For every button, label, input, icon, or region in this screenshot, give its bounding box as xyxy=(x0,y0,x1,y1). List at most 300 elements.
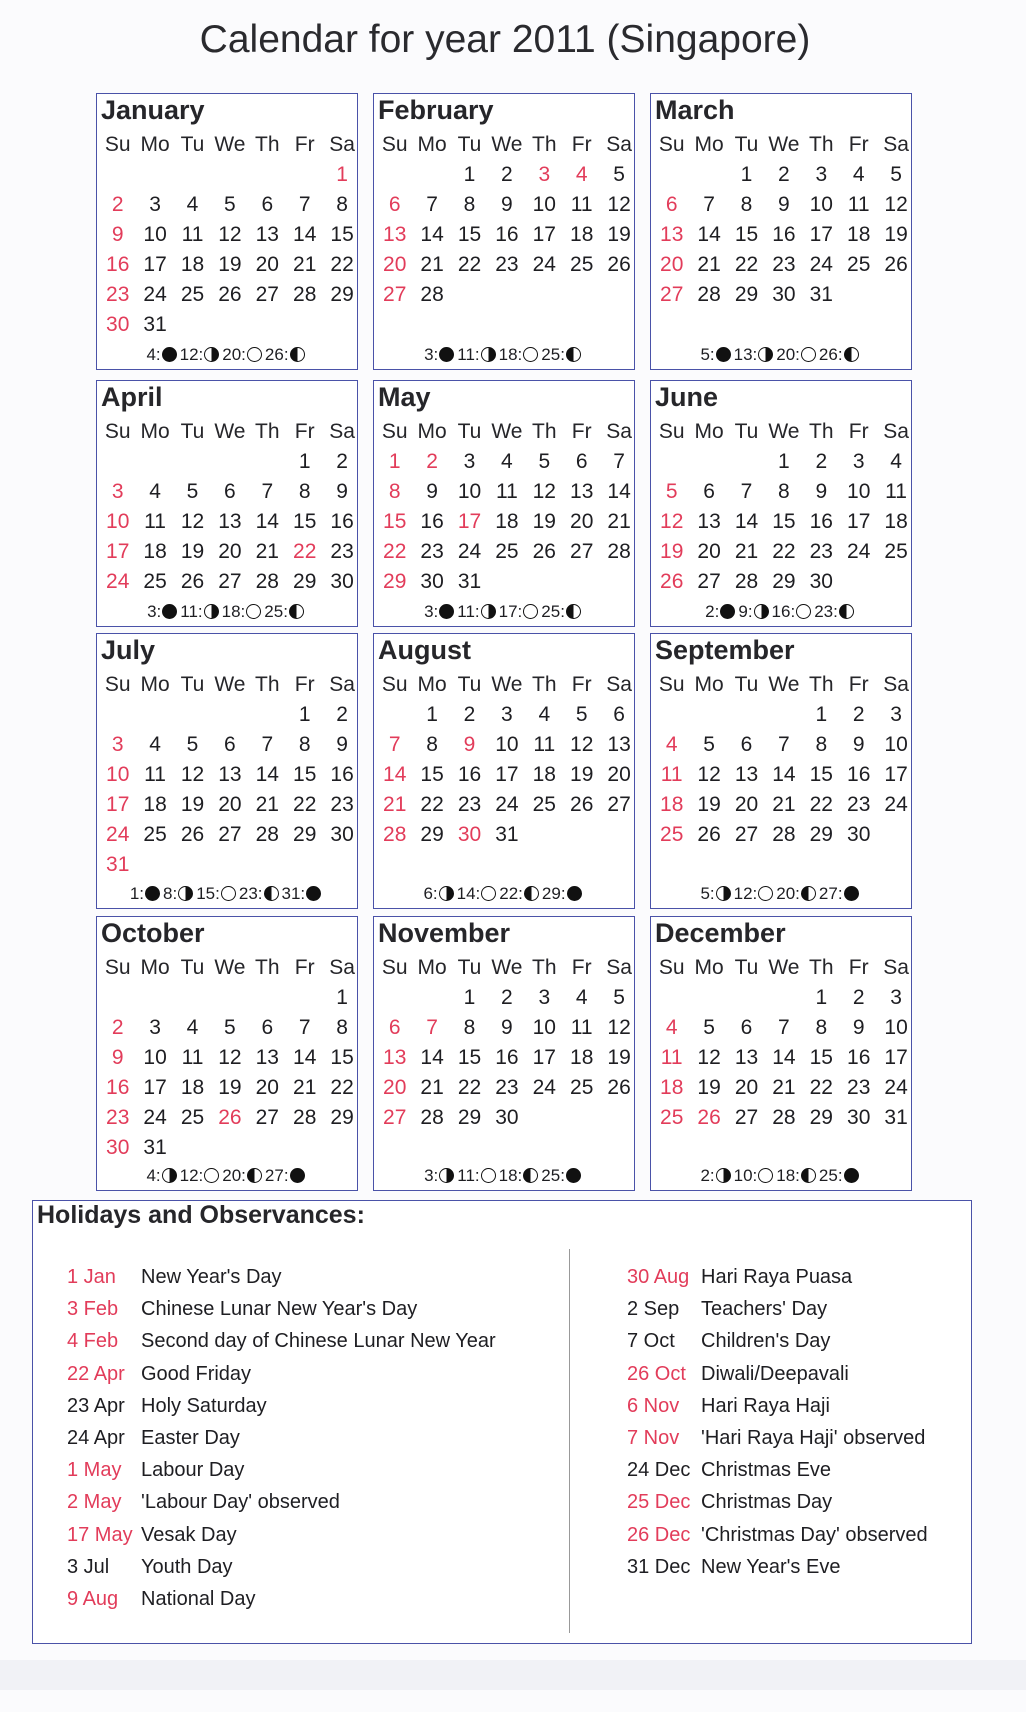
day-cell: 3 xyxy=(111,480,124,503)
day-cell: 17 xyxy=(143,1076,167,1099)
weekday-label: Tu xyxy=(734,956,759,979)
weekday-label: Th xyxy=(255,420,280,443)
day-cell: 18 xyxy=(660,793,684,816)
weekday-label: We xyxy=(491,673,523,696)
day-cell: 21 xyxy=(772,1076,796,1099)
day-cell: 26 xyxy=(218,283,242,306)
holiday-name: New Year's Eve xyxy=(701,1555,841,1578)
day-cell: 3 xyxy=(501,703,513,726)
day-cell: 11 xyxy=(144,510,166,533)
holiday-row xyxy=(627,1422,928,1454)
day-cell: 1 xyxy=(388,450,401,473)
day-cell: 20 xyxy=(218,793,242,816)
day-cell: 4 xyxy=(149,480,161,503)
day-cell: 3 xyxy=(463,450,476,473)
day-cell: 6 xyxy=(665,193,678,216)
weekday-label: Tu xyxy=(734,420,759,443)
day-cell: 3 xyxy=(149,193,161,216)
day-cell: 18 xyxy=(180,1076,205,1099)
moon-new-icon xyxy=(844,886,859,901)
day-cell: 14 xyxy=(293,1046,317,1069)
holiday-date: 26 Oct xyxy=(627,1362,686,1385)
day-cell: 10 xyxy=(106,763,130,786)
moon-first-quarter-icon xyxy=(754,604,769,619)
day-cell: 12 xyxy=(607,1016,631,1039)
day-cell: 10 xyxy=(532,193,556,216)
day-cell: 18 xyxy=(660,1076,684,1099)
moon-phase-day: 20: xyxy=(222,345,246,364)
day-cell: 9 xyxy=(336,733,348,756)
holiday-name: Easter Day xyxy=(141,1426,240,1449)
holiday-date: 24 Apr xyxy=(67,1426,125,1449)
weekday-header xyxy=(97,418,357,446)
day-cell: 21 xyxy=(255,540,279,563)
weekday-label: Su xyxy=(381,956,408,979)
holiday-name: Children's Day xyxy=(701,1330,831,1353)
day-cell: 14 xyxy=(697,223,721,246)
day-cell: 3 xyxy=(890,703,902,726)
moon-new-icon xyxy=(439,347,454,362)
weekday-label: Th xyxy=(255,133,280,156)
day-cell: 13 xyxy=(570,480,594,503)
day-cell: 29 xyxy=(293,570,317,593)
day-cell: 27 xyxy=(218,823,242,846)
day-cell: 8 xyxy=(336,1016,348,1039)
day-cell: 17 xyxy=(532,223,556,246)
holiday-name: Youth Day xyxy=(141,1555,233,1578)
day-cell: 3 xyxy=(890,986,902,1009)
weekday-label: We xyxy=(768,956,800,979)
day-cell: 8 xyxy=(815,1016,828,1039)
day-cell: 15 xyxy=(293,510,317,533)
month-name: March xyxy=(655,95,735,125)
day-cell: 16 xyxy=(495,223,519,246)
moon-new-icon xyxy=(566,1168,581,1183)
weekday-label: Sa xyxy=(883,956,909,979)
weekday-label: Fr xyxy=(848,673,869,696)
moon-phase-day: 4: xyxy=(146,1166,161,1185)
day-cell: 5 xyxy=(224,193,236,216)
month-name: July xyxy=(101,635,156,665)
day-cell: 19 xyxy=(532,510,556,533)
moon-phase-day: 1: xyxy=(129,884,145,903)
day-cell: 12 xyxy=(660,510,684,533)
day-cell: 26 xyxy=(884,253,908,276)
holiday-date: 4 Feb xyxy=(67,1330,119,1353)
moon-phases xyxy=(374,601,634,623)
holiday-row xyxy=(627,1454,928,1486)
day-cell: 12 xyxy=(180,763,205,786)
holiday-name: Second day of Chinese Lunar New Year xyxy=(141,1330,496,1353)
day-cell: 13 xyxy=(734,1046,759,1069)
weekday-label: Su xyxy=(381,420,408,443)
weekday-label: Su xyxy=(658,673,685,696)
weekday-label: Th xyxy=(809,420,834,443)
day-cell: 23 xyxy=(847,793,871,816)
moon-new-icon xyxy=(844,1168,859,1183)
month-name: May xyxy=(378,382,431,412)
day-cell: 20 xyxy=(697,540,721,563)
day-cell: 24 xyxy=(106,823,130,846)
day-cell: 5 xyxy=(575,703,588,726)
day-cell: 30 xyxy=(847,823,871,846)
holidays-panel xyxy=(32,1200,972,1644)
day-cell: 4 xyxy=(149,733,161,756)
holiday-row xyxy=(627,1486,928,1518)
day-cell: 26 xyxy=(607,1076,631,1099)
weekday-label: Th xyxy=(809,956,834,979)
day-cell: 16 xyxy=(495,1046,519,1069)
day-cell: 11 xyxy=(570,193,593,216)
day-cell: 24 xyxy=(884,1076,908,1099)
day-cell: 7 xyxy=(298,193,311,216)
moon-last-quarter-icon xyxy=(264,886,279,901)
moon-phase-day: 5: xyxy=(700,884,715,903)
day-cell: 11 xyxy=(660,1046,683,1069)
weekday-label: Tu xyxy=(180,673,205,696)
moon-last-quarter-icon xyxy=(289,604,304,619)
day-cell: 25 xyxy=(570,253,594,276)
weekday-label: Mo xyxy=(694,420,724,443)
moon-new-icon xyxy=(716,347,731,362)
holiday-row xyxy=(627,1551,928,1583)
day-cell: 13 xyxy=(660,223,684,246)
day-cell: 6 xyxy=(388,1016,401,1039)
day-cell: 30 xyxy=(330,823,354,846)
day-cell: 12 xyxy=(218,223,242,246)
day-cell: 6 xyxy=(224,480,236,503)
weekday-label: Th xyxy=(255,673,280,696)
day-cell: 17 xyxy=(106,793,130,816)
day-cell: 5 xyxy=(538,450,551,473)
day-cell: 15 xyxy=(772,510,796,533)
holiday-name: Hari Raya Puasa xyxy=(701,1266,853,1288)
day-cell: 20 xyxy=(570,510,594,533)
day-cell: 1 xyxy=(298,703,311,726)
moon-full-icon xyxy=(481,1168,496,1183)
moon-phase-day: 11: xyxy=(457,345,480,364)
moon-phase-day: 25: xyxy=(818,1166,843,1185)
day-cell: 14 xyxy=(255,763,279,786)
day-cell: 8 xyxy=(298,733,311,756)
day-cell: 9 xyxy=(111,1046,124,1069)
day-cell: 27 xyxy=(734,823,759,846)
weekday-label: Tu xyxy=(457,673,482,696)
day-cell: 21 xyxy=(697,253,721,276)
day-cell: 4 xyxy=(575,163,588,186)
day-cell: 23 xyxy=(495,253,519,276)
moon-first-quarter-icon xyxy=(204,347,219,362)
month-november xyxy=(373,916,635,1191)
day-cell: 31 xyxy=(457,570,482,593)
day-cell: 23 xyxy=(420,540,444,563)
day-cell: 22 xyxy=(457,1076,482,1099)
moon-phase-day: 11: xyxy=(457,1166,480,1185)
day-cell: 10 xyxy=(809,193,833,216)
holiday-date: 7 Oct xyxy=(627,1330,675,1353)
moon-phase-day: 3: xyxy=(424,1166,439,1185)
day-cell: 25 xyxy=(532,793,556,816)
moon-last-quarter-icon xyxy=(524,886,539,901)
day-cell: 4 xyxy=(575,986,588,1009)
day-cell: 11 xyxy=(181,1046,204,1069)
weekday-label: Tu xyxy=(457,956,482,979)
day-cell: 3 xyxy=(538,163,551,186)
day-cell: 7 xyxy=(778,733,790,756)
weekday-label: Fr xyxy=(848,133,869,156)
day-cell: 16 xyxy=(330,510,354,533)
day-cell: 28 xyxy=(772,1106,796,1129)
day-cell: 15 xyxy=(734,223,759,246)
month-october xyxy=(96,916,358,1191)
weekday-header xyxy=(651,671,911,699)
day-cell: 4 xyxy=(890,450,902,473)
moon-full-icon xyxy=(796,604,811,619)
day-cell: 1 xyxy=(740,163,753,186)
weekday-header xyxy=(374,671,634,699)
day-cell: 26 xyxy=(218,1106,242,1129)
day-cell: 10 xyxy=(847,480,871,503)
day-cell: 22 xyxy=(809,793,833,816)
moon-new-icon xyxy=(720,604,735,619)
moon-phases xyxy=(651,601,911,623)
day-cell: 10 xyxy=(143,1046,167,1069)
day-cell: 13 xyxy=(383,1046,407,1069)
month-name: October xyxy=(101,918,205,948)
day-cell: 21 xyxy=(772,793,796,816)
moon-phase-day: 12: xyxy=(179,345,204,364)
day-cell: 7 xyxy=(778,1016,790,1039)
moon-phase-day: 16: xyxy=(771,602,796,621)
day-cell: 9 xyxy=(501,193,513,216)
day-cell: 27 xyxy=(697,570,721,593)
holiday-date: 23 Apr xyxy=(67,1394,125,1417)
day-cell: 4 xyxy=(665,733,678,756)
weekday-label: Sa xyxy=(606,673,632,696)
day-cell: 10 xyxy=(457,480,482,503)
weekday-label: Fr xyxy=(571,673,592,696)
day-cell: 5 xyxy=(224,1016,236,1039)
day-cell: 12 xyxy=(697,1046,721,1069)
day-cell: 12 xyxy=(607,193,631,216)
day-cell: 21 xyxy=(383,793,407,816)
day-cell: 1 xyxy=(778,450,790,473)
moon-phases xyxy=(97,1165,357,1187)
moon-phase-day: 22: xyxy=(499,884,523,903)
day-cell: 18 xyxy=(847,223,871,246)
day-cell: 19 xyxy=(218,253,242,276)
day-cell: 24 xyxy=(884,793,908,816)
day-cell: 6 xyxy=(740,733,753,756)
day-cell: 2 xyxy=(852,703,865,726)
day-cell: 4 xyxy=(538,703,551,726)
weekday-label: Mo xyxy=(417,420,447,443)
day-cell: 16 xyxy=(420,510,444,533)
day-cell: 29 xyxy=(734,283,759,306)
moon-phase-day: 11: xyxy=(457,602,480,621)
scan-edge xyxy=(0,1660,1026,1690)
day-cell: 7 xyxy=(261,733,274,756)
day-cell: 28 xyxy=(697,283,721,306)
holiday-name: Holy Saturday xyxy=(141,1394,267,1417)
moon-phase-day: 11: xyxy=(180,602,203,621)
day-cell: 24 xyxy=(106,570,130,593)
day-cell: 18 xyxy=(143,540,167,563)
day-cell: 30 xyxy=(106,1136,130,1159)
day-cell: 2 xyxy=(778,163,790,186)
moon-phase-day: 25: xyxy=(541,602,565,621)
moon-phase-day: 13: xyxy=(733,345,758,364)
moon-phases xyxy=(97,883,357,905)
day-cell: 27 xyxy=(383,283,407,306)
moon-phase-day: 8: xyxy=(163,884,178,903)
day-cell: 17 xyxy=(532,1046,556,1069)
weekday-header xyxy=(651,418,911,446)
day-cell: 1 xyxy=(463,986,476,1009)
day-cell: 20 xyxy=(660,253,684,276)
weekday-header xyxy=(651,131,911,159)
weekday-header xyxy=(97,954,357,982)
day-cell: 16 xyxy=(457,763,482,786)
month-march xyxy=(650,93,912,370)
day-cell: 10 xyxy=(106,510,130,533)
day-cell: 26 xyxy=(697,823,721,846)
day-cell: 15 xyxy=(457,1046,482,1069)
day-cell: 22 xyxy=(809,1076,833,1099)
weekday-label: Th xyxy=(809,673,834,696)
weekday-label: Fr xyxy=(294,673,315,696)
weekday-label: Sa xyxy=(329,673,355,696)
moon-phase-day: 26: xyxy=(818,345,843,364)
day-cell: 26 xyxy=(532,540,556,563)
moon-new-icon xyxy=(290,1168,305,1183)
day-cell: 27 xyxy=(383,1106,407,1129)
day-cell: 22 xyxy=(420,793,444,816)
weekday-label: Fr xyxy=(294,133,315,156)
day-cell: 12 xyxy=(570,733,594,756)
day-cell: 15 xyxy=(330,1046,354,1069)
moon-phase-day: 25: xyxy=(264,602,288,621)
holiday-date: 7 Nov xyxy=(627,1426,680,1449)
day-cell: 7 xyxy=(613,450,625,473)
day-cell: 17 xyxy=(495,763,519,786)
day-cell: 15 xyxy=(809,1046,833,1069)
moon-last-quarter-icon xyxy=(801,886,816,901)
day-cell: 16 xyxy=(106,253,130,276)
weekday-label: Mo xyxy=(140,133,170,156)
day-cell: 28 xyxy=(255,570,279,593)
day-cell: 24 xyxy=(495,793,519,816)
weekday-label: Tu xyxy=(734,133,759,156)
day-cell: 19 xyxy=(218,1076,242,1099)
moon-phase-day: 25: xyxy=(541,345,565,364)
moon-full-icon xyxy=(247,347,262,362)
day-cell: 16 xyxy=(330,763,354,786)
moon-phase-day: 3: xyxy=(424,602,439,621)
weekday-label: Fr xyxy=(848,956,869,979)
weekday-label: We xyxy=(491,420,523,443)
weekday-label: Su xyxy=(658,420,685,443)
weekday-header xyxy=(97,671,357,699)
day-cell: 31 xyxy=(106,853,130,876)
day-cell: 25 xyxy=(660,823,684,846)
day-cell: 24 xyxy=(143,1106,167,1129)
day-cell: 2 xyxy=(463,703,476,726)
holiday-row xyxy=(67,1261,496,1293)
moon-new-icon xyxy=(306,886,321,901)
day-cell: 2 xyxy=(501,163,513,186)
holiday-row xyxy=(67,1325,496,1357)
day-cell: 13 xyxy=(218,763,242,786)
month-january xyxy=(96,93,358,370)
day-cell: 5 xyxy=(703,733,715,756)
day-cell: 27 xyxy=(218,570,242,593)
month-name: January xyxy=(101,95,205,125)
day-cell: 26 xyxy=(180,570,205,593)
weekday-label: Th xyxy=(532,956,557,979)
day-cell: 30 xyxy=(457,823,482,846)
weekday-label: Su xyxy=(381,673,408,696)
weekday-label: Sa xyxy=(606,133,632,156)
day-cell: 25 xyxy=(180,1106,205,1129)
moon-phase-day: 23: xyxy=(238,884,263,903)
day-cell: 7 xyxy=(740,480,753,503)
moon-phases xyxy=(651,1165,911,1187)
weekday-label: Sa xyxy=(329,133,355,156)
weekday-label: We xyxy=(214,420,246,443)
day-cell: 5 xyxy=(613,986,625,1009)
moon-phase-day: 3: xyxy=(424,345,439,364)
moon-full-icon xyxy=(221,886,236,901)
day-cell: 20 xyxy=(383,1076,407,1099)
day-cell: 27 xyxy=(570,540,594,563)
day-cell: 18 xyxy=(495,510,519,533)
day-cell: 6 xyxy=(261,193,274,216)
day-cell: 3 xyxy=(149,1016,161,1039)
day-cell: 19 xyxy=(570,763,594,786)
holiday-name: Hari Raya Haji xyxy=(701,1394,830,1417)
day-cell: 24 xyxy=(847,540,871,563)
day-cell: 8 xyxy=(463,1016,476,1039)
weekday-label: Mo xyxy=(140,420,170,443)
weekday-label: Fr xyxy=(848,420,869,443)
day-cell: 28 xyxy=(255,823,279,846)
day-cell: 18 xyxy=(570,223,594,246)
weekday-label: We xyxy=(768,133,800,156)
day-cell: 31 xyxy=(809,283,833,306)
moon-last-quarter-icon xyxy=(566,604,581,619)
day-cell: 15 xyxy=(420,763,444,786)
month-name: August xyxy=(378,635,471,665)
weekday-label: Tu xyxy=(180,133,205,156)
weekday-label: Fr xyxy=(571,133,592,156)
day-cell: 10 xyxy=(884,1016,908,1039)
day-cell: 23 xyxy=(106,283,130,306)
day-cell: 3 xyxy=(852,450,865,473)
day-cell: 14 xyxy=(383,763,407,786)
moon-phase-day: 27: xyxy=(818,884,843,903)
moon-phase-day: 31: xyxy=(281,884,306,903)
day-cell: 2 xyxy=(815,450,828,473)
day-cell: 12 xyxy=(218,1046,242,1069)
month-name: December xyxy=(655,918,786,948)
moon-last-quarter-icon xyxy=(844,347,859,362)
month-name: June xyxy=(655,382,719,412)
day-cell: 24 xyxy=(532,1076,556,1099)
weekday-label: Th xyxy=(532,133,557,156)
weekday-label: Sa xyxy=(883,673,909,696)
day-cell: 7 xyxy=(261,480,274,503)
